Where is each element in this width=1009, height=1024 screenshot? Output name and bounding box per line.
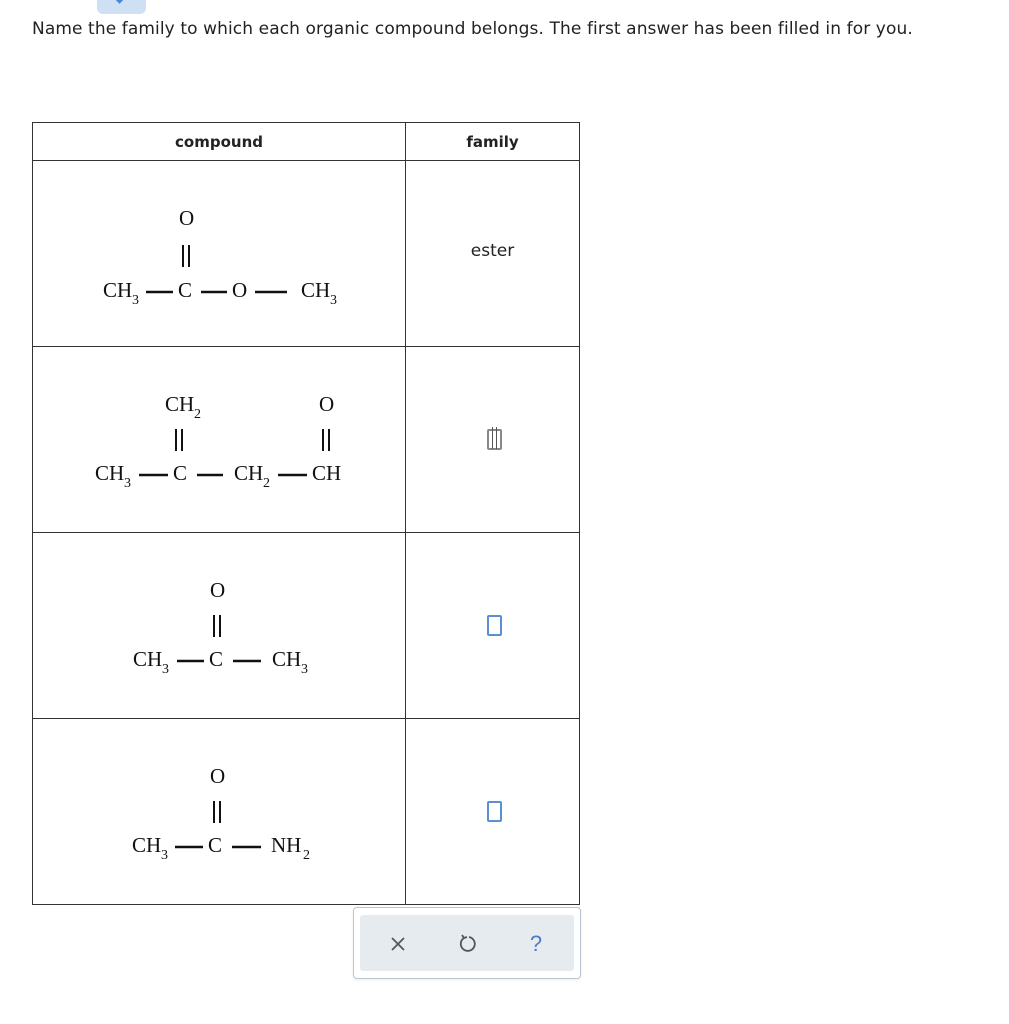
atom-c: C: [208, 833, 223, 857]
structure-acetone: [33, 533, 405, 718]
sub-3: 3: [132, 293, 139, 308]
compound-cell: [33, 533, 406, 719]
atom-c: C: [173, 461, 188, 485]
atom-ch: CH: [103, 278, 133, 302]
atom-ch: CH: [234, 461, 264, 485]
table-row: [33, 161, 580, 347]
family-cell: [406, 533, 580, 719]
sub-2: 2: [194, 407, 201, 422]
sub-2: 2: [263, 476, 270, 491]
help-button[interactable]: ?: [529, 931, 543, 956]
atom-c: C: [209, 647, 224, 671]
sub-3: 3: [162, 662, 169, 677]
structure-aldehyde: [33, 347, 405, 532]
structure-acetamide: [33, 719, 405, 904]
atom-ch: CH: [95, 461, 125, 485]
clear-button[interactable]: [383, 929, 413, 959]
sub-3: 3: [330, 293, 337, 308]
compound-cell: [33, 347, 406, 533]
undo-button[interactable]: [454, 929, 484, 959]
sub-3: 3: [161, 848, 168, 863]
instructions-text: Name the family to which each organic compound belongs. The first answer has been filled in for you.: [32, 19, 913, 39]
undo-icon: [458, 933, 480, 955]
structure-methyl-acetate: [33, 161, 405, 346]
sub-2: 2: [303, 848, 310, 863]
family-cell: [406, 719, 580, 905]
table-row: [33, 347, 580, 533]
atom-c: C: [178, 278, 193, 302]
collapse-tab[interactable]: [97, 0, 146, 14]
table-row: [33, 533, 580, 719]
atom-ch: CH: [133, 647, 163, 671]
family-answer-input[interactable]: [487, 429, 502, 450]
atom-ch: CH: [312, 461, 342, 485]
family-header: family: [406, 123, 580, 161]
compound-cell: [33, 161, 406, 347]
sub-3: 3: [124, 476, 131, 491]
atom-nh: NH: [271, 833, 302, 857]
toolbar-inner: [360, 915, 574, 971]
family-cell: [406, 347, 580, 533]
atom-o: O: [179, 206, 195, 230]
family-answer-ester: ester: [470, 241, 515, 261]
family-answer-input[interactable]: [487, 615, 502, 636]
sub-3: 3: [301, 662, 308, 677]
atom-o: O: [232, 278, 248, 302]
family-cell: [406, 161, 580, 347]
atom-o: O: [319, 392, 335, 416]
atom-ch: CH: [165, 392, 195, 416]
answer-toolbar: [353, 907, 581, 979]
x-icon: [389, 935, 407, 953]
atom-ch: CH: [272, 647, 302, 671]
family-answer-input[interactable]: [487, 801, 502, 822]
compound-cell: [33, 719, 406, 905]
chevron-down-icon: [110, 0, 128, 4]
compound-family-table: [32, 122, 580, 905]
atom-ch: CH: [132, 833, 162, 857]
atom-ch: CH: [301, 278, 331, 302]
compound-header: compound: [33, 123, 406, 161]
atom-o: O: [210, 578, 226, 602]
atom-o: O: [210, 764, 226, 788]
table-row: [33, 719, 580, 905]
